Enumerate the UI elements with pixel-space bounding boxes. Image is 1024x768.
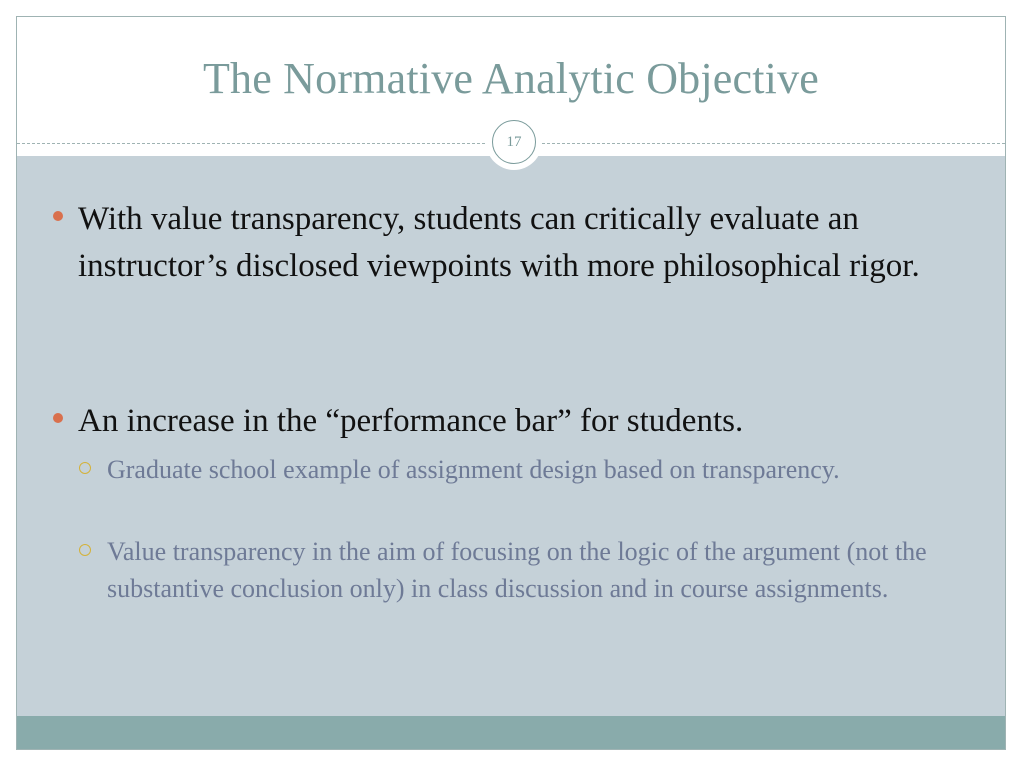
bullet-text: With value transparency, students can critically evaluate an instructor’s disclosed viewpoints with more philosophical rigor. bbox=[78, 201, 920, 284]
page-number-badge bbox=[486, 114, 542, 170]
sub-bullet-item bbox=[79, 451, 947, 488]
footer-bar bbox=[17, 716, 1005, 750]
bullet-text: An increase in the “performance bar” for students. bbox=[78, 403, 744, 439]
slide bbox=[16, 16, 1006, 750]
sub-bullet-text: Value transparency in the aim of focusing on the logic of the argument (not the substantive conclusion only) in class discussion and in course assignments. bbox=[107, 537, 927, 603]
bullet-dot-icon bbox=[53, 413, 63, 423]
page-number: 17 bbox=[492, 120, 536, 164]
slide-body bbox=[17, 156, 1005, 716]
slide-title: The Normative Analytic Objective bbox=[202, 54, 820, 103]
ring-bullet-icon bbox=[79, 462, 91, 474]
ring-bullet-icon bbox=[79, 544, 91, 556]
sub-bullet-item bbox=[79, 533, 947, 607]
bullet-dot-icon bbox=[53, 211, 63, 221]
bullet-item bbox=[53, 398, 938, 445]
sub-bullet-text: Graduate school example of assignment design based on transparency. bbox=[107, 455, 840, 484]
bullet-item bbox=[53, 196, 938, 290]
